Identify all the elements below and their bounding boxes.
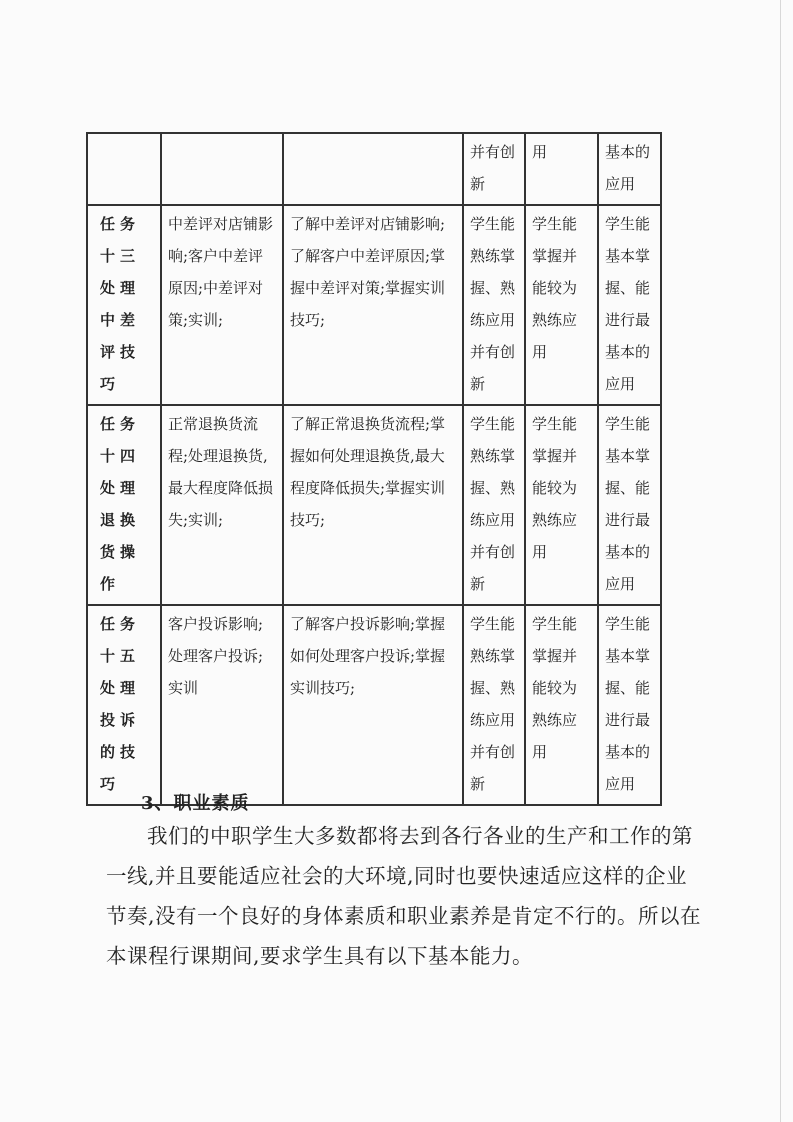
- table-row: [87, 405, 661, 605]
- task-cell: 任务十三 处理中差评技巧: [87, 205, 161, 405]
- level-excellent-cell: 并有创新: [463, 133, 525, 205]
- requirement-cell: 了解中差评对店铺影响;了解客户中差评原因;掌握中差评对策;掌握实训技巧;: [283, 205, 463, 405]
- requirement-cell: 了解客户投诉影响;掌握如何处理客户投诉;掌握实训技巧;: [283, 605, 463, 805]
- syllabus-table: [86, 132, 662, 806]
- page-edge-line: [780, 0, 781, 1122]
- level-pass-cell: 基本的应用: [598, 133, 661, 205]
- table-row: [87, 605, 661, 805]
- level-excellent-cell: 学生能熟练掌握、熟练应用并有创新: [463, 405, 525, 605]
- content-cell: 正常退换货流程;处理退换货,最大程度降低损失;实训;: [161, 405, 283, 605]
- content-cell: 中差评对店铺影响;客户中差评原因;中差评对策;实训;: [161, 205, 283, 405]
- task-cell: 任务十五 处理投诉的技巧: [87, 605, 161, 805]
- level-good-cell: 用: [525, 133, 598, 205]
- level-good-cell: 学生能掌握并能较为熟练应用: [525, 205, 598, 405]
- level-excellent-cell: 学生能熟练掌握、熟练应用并有创新: [463, 205, 525, 405]
- level-excellent-cell: 学生能熟练掌握、熟练应用并有创新: [463, 605, 525, 805]
- content-cell: [161, 133, 283, 205]
- content-cell: 客户投诉影响;处理客户投诉;实训: [161, 605, 283, 805]
- task-cell: [87, 133, 161, 205]
- level-pass-cell: 学生能基本掌握、能进行最基本的应用: [598, 605, 661, 805]
- section-heading: 3、职业素质: [141, 793, 250, 814]
- task-cell: 任务十四 处理退换货操作: [87, 405, 161, 605]
- table-row: [87, 205, 661, 405]
- level-good-cell: 学生能掌握并能较为熟练应用: [525, 405, 598, 605]
- level-pass-cell: 学生能基本掌握、能进行最基本的应用: [598, 405, 661, 605]
- requirement-cell: 了解正常退换货流程;掌握如何处理退换货,最大程度降低损失;掌握实训技巧;: [283, 405, 463, 605]
- level-good-cell: 学生能掌握并能较为熟练应用: [525, 605, 598, 805]
- requirement-cell: [283, 133, 463, 205]
- level-pass-cell: 学生能基本掌握、能进行最基本的应用: [598, 205, 661, 405]
- table-row: [87, 133, 661, 205]
- body-paragraph: 我们的中职学生大多数都将去到各行各业的生产和工作的第一线,并且要能适应社会的大环境,同时也要快速适应这样的企业节奏,没有一个良好的身体素质和职业素养是肯定不行的。所以在本课程行课期间,要求学生具有以下基本能力。: [106, 824, 702, 968]
